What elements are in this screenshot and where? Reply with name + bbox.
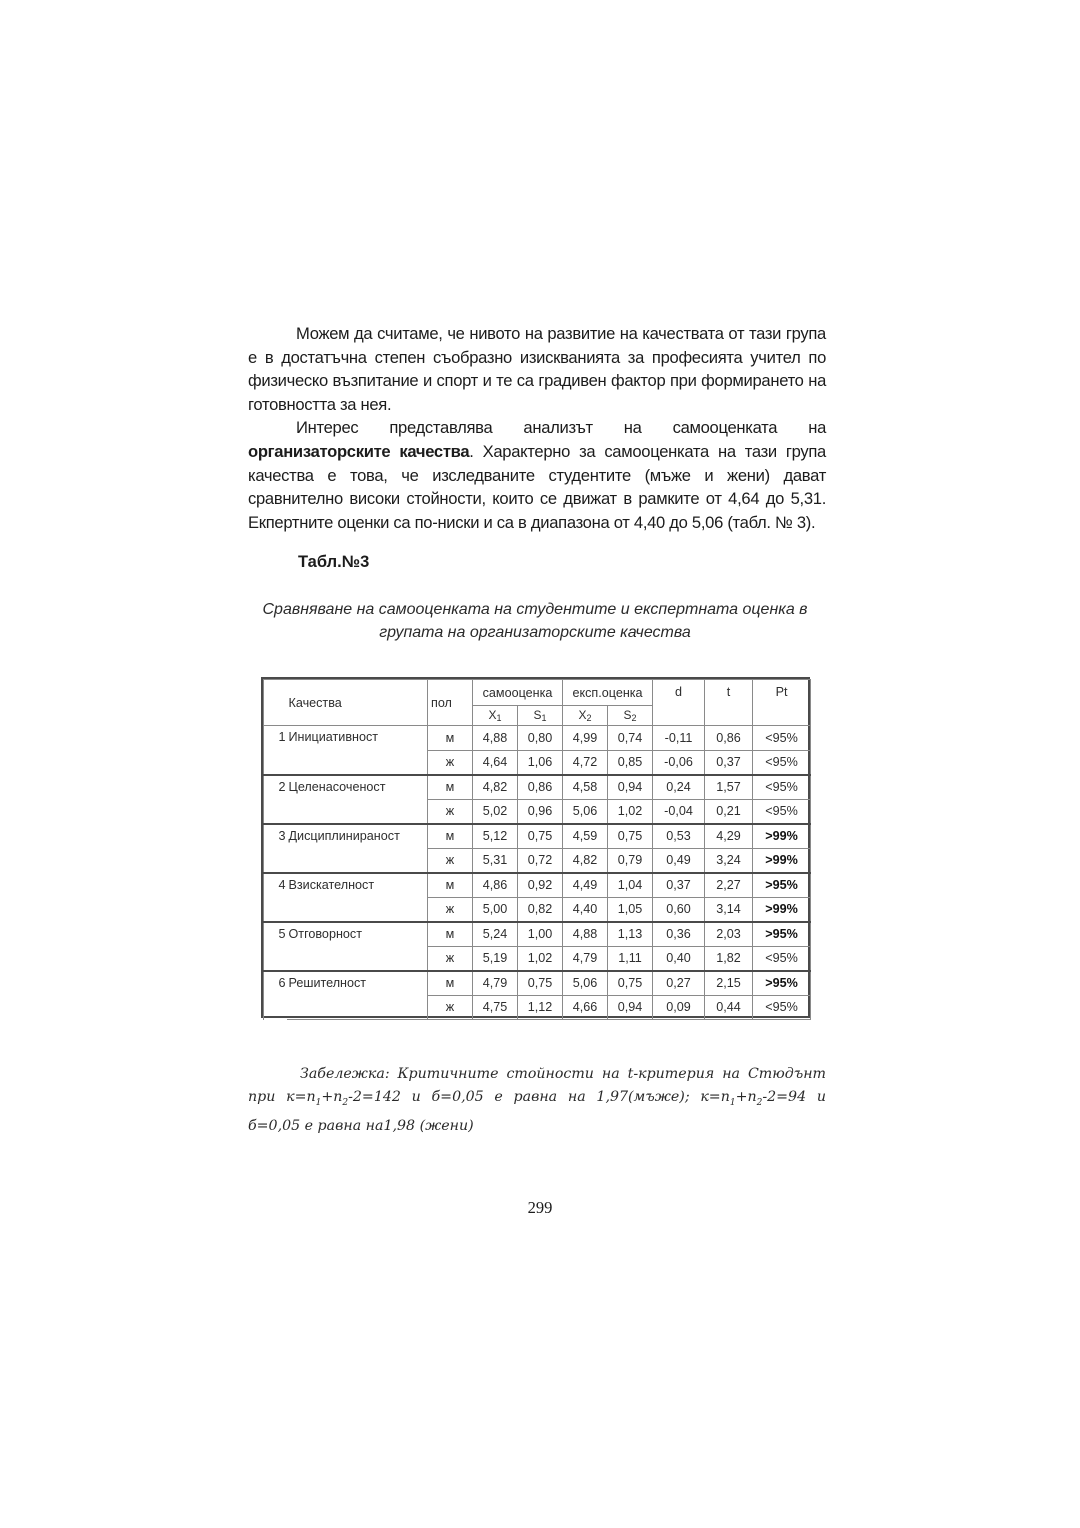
- s2-cell: 0,85: [608, 750, 653, 775]
- table-row: [264, 922, 811, 947]
- x2-cell: 4,82: [563, 848, 608, 873]
- pt-cell: >95%: [753, 971, 811, 996]
- t-cell: 3,14: [705, 897, 753, 922]
- x2-cell: 4,66: [563, 995, 608, 1020]
- row-index: 3: [264, 824, 287, 873]
- pt-cell: >95%: [753, 873, 811, 898]
- x2-cell: 4,49: [563, 873, 608, 898]
- page-number: 299: [527, 1198, 553, 1217]
- sex-header: пол: [428, 680, 473, 726]
- x1-cell: 5,00: [473, 897, 518, 922]
- quality-name: Взискателност: [287, 873, 428, 922]
- table-row: [264, 775, 811, 800]
- t-cell: 1,82: [705, 946, 753, 971]
- s1-cell: 1,00: [518, 922, 563, 947]
- sex-cell: ж: [428, 750, 473, 775]
- x2-cell: 4,59: [563, 824, 608, 849]
- sex-cell: м: [428, 824, 473, 849]
- sex-cell: ж: [428, 897, 473, 922]
- t-cell: 4,29: [705, 824, 753, 849]
- s2-cell: 0,79: [608, 848, 653, 873]
- t-cell: 0,44: [705, 995, 753, 1020]
- s2-cell: 1,02: [608, 799, 653, 824]
- x2-cell: 4,72: [563, 750, 608, 775]
- x1-cell: 5,12: [473, 824, 518, 849]
- table-row: [264, 971, 811, 996]
- paragraph-2-end: . Характерно за самооценката на тази група качества е това, че изследваните студентите (мъже и жени) дават сравнително високи стойности, които се движат в рамките от 4,64 до 5,31. Екпертните оценки са по-ниски и са в диапазона от 4,40 до 5,06 (табл. № 3).: [248, 441, 826, 532]
- t-cell: 2,15: [705, 971, 753, 996]
- sex-cell: ж: [428, 799, 473, 824]
- s1-cell: 0,72: [518, 848, 563, 873]
- x2-cell: 4,79: [563, 946, 608, 971]
- x1-cell: 4,79: [473, 971, 518, 996]
- d-cell: 0,49: [653, 848, 705, 873]
- s2-cell: 0,74: [608, 726, 653, 751]
- d-cell: 0,40: [653, 946, 705, 971]
- d-cell: 0,53: [653, 824, 705, 849]
- d-cell: 0,60: [653, 897, 705, 922]
- x1-cell: 4,82: [473, 775, 518, 800]
- d-cell: 0,37: [653, 873, 705, 898]
- t-header: t: [705, 680, 753, 726]
- pt-cell: >95%: [753, 922, 811, 947]
- comparison-table: [263, 679, 811, 1020]
- x1-cell: 5,02: [473, 799, 518, 824]
- sex-cell: м: [428, 775, 473, 800]
- sex-cell: м: [428, 971, 473, 996]
- s2-header: $S_2$: [608, 706, 653, 726]
- x2-cell: 4,58: [563, 775, 608, 800]
- paragraph-2-bold: организаторските качества: [248, 441, 470, 461]
- t-cell: 2,03: [705, 922, 753, 947]
- expert-header: експ.оценка: [563, 680, 653, 706]
- note-text: Забележка: Критичните стойности на t-критерия на Стюдънт при $к=n_1+n_2-2=142$ и б=0,05 е равна на 1,97(мъже); $к=n_1+n_2-2=94$ и б=0,05 е равна на1,98 (жени): [248, 1066, 826, 1134]
- x1-cell: 4,86: [473, 873, 518, 898]
- s1-cell: 0,96: [518, 799, 563, 824]
- s1-cell: 0,92: [518, 873, 563, 898]
- quality-name: Целенасоченост: [287, 775, 428, 824]
- table-row: [264, 873, 811, 898]
- row-index: 2: [264, 775, 287, 824]
- s1-header: $S_1$: [518, 706, 563, 726]
- t-cell: 2,27: [705, 873, 753, 898]
- x1-cell: 5,24: [473, 922, 518, 947]
- d-cell: 0,36: [653, 922, 705, 947]
- row-index: 1: [264, 726, 287, 775]
- s1-cell: 0,75: [518, 971, 563, 996]
- quality-name: Решителност: [287, 971, 428, 1020]
- pt-cell: >99%: [753, 897, 811, 922]
- paragraph-2: [248, 416, 826, 534]
- quality-name: Инициативност: [287, 726, 428, 775]
- d-cell: 0,24: [653, 775, 705, 800]
- x1-cell: 5,19: [473, 946, 518, 971]
- quality-header: Качества: [287, 680, 428, 726]
- s1-cell: 1,02: [518, 946, 563, 971]
- s2-cell: 0,94: [608, 995, 653, 1020]
- sex-cell: ж: [428, 946, 473, 971]
- t-cell: 0,21: [705, 799, 753, 824]
- t-cell: 1,57: [705, 775, 753, 800]
- t-cell: 0,86: [705, 726, 753, 751]
- sex-cell: ж: [428, 995, 473, 1020]
- s2-cell: 0,75: [608, 824, 653, 849]
- x1-cell: 4,88: [473, 726, 518, 751]
- d-cell: 0,09: [653, 995, 705, 1020]
- pt-cell: <95%: [753, 726, 811, 751]
- s2-cell: 0,94: [608, 775, 653, 800]
- x1-header: $X_1$: [473, 706, 518, 726]
- sex-cell: м: [428, 873, 473, 898]
- x2-cell: 4,88: [563, 922, 608, 947]
- quality-name: Дисциплинираност: [287, 824, 428, 873]
- table-note: [248, 1063, 826, 1138]
- x1-cell: 5,31: [473, 848, 518, 873]
- s1-cell: 0,82: [518, 897, 563, 922]
- x2-header: $X_2$: [563, 706, 608, 726]
- index-header: [264, 680, 287, 726]
- x2-cell: 4,99: [563, 726, 608, 751]
- pt-cell: <95%: [753, 995, 811, 1020]
- s2-cell: 1,13: [608, 922, 653, 947]
- row-index: 6: [264, 971, 287, 1020]
- sex-cell: м: [428, 726, 473, 751]
- d-cell: -0,11: [653, 726, 705, 751]
- self-header: самооценка: [473, 680, 563, 706]
- s1-cell: 0,80: [518, 726, 563, 751]
- pt-cell: >99%: [753, 824, 811, 849]
- pt-cell: <95%: [753, 946, 811, 971]
- s1-cell: 0,86: [518, 775, 563, 800]
- x2-cell: 5,06: [563, 971, 608, 996]
- x2-cell: 5,06: [563, 799, 608, 824]
- data-table: [261, 677, 810, 1018]
- sex-cell: м: [428, 922, 473, 947]
- d-header: d: [653, 680, 705, 726]
- t-cell: 3,24: [705, 848, 753, 873]
- sex-cell: ж: [428, 848, 473, 873]
- header-row: [264, 680, 811, 706]
- paragraph-1: Можем да считаме, че нивото на развитие на качествата от тази група е в достатъчна степен съобразно изискванията за професията учител по физическо възпитание и спорт и те са градивен фактор при формирането на готовността за нея.: [248, 324, 826, 414]
- d-cell: -0,06: [653, 750, 705, 775]
- s2-cell: 0,75: [608, 971, 653, 996]
- table-label: Табл.№3: [298, 553, 370, 571]
- t-cell: 0,37: [705, 750, 753, 775]
- row-index: 5: [264, 922, 287, 971]
- row-index: 4: [264, 873, 287, 922]
- d-cell: 0,27: [653, 971, 705, 996]
- d-cell: -0,04: [653, 799, 705, 824]
- paragraph-2-start: Интерес представлява анализът на самооценката на: [296, 418, 826, 438]
- x1-cell: 4,75: [473, 995, 518, 1020]
- pt-cell: >99%: [753, 848, 811, 873]
- s2-cell: 1,04: [608, 873, 653, 898]
- s1-cell: 1,06: [518, 750, 563, 775]
- body-text: [248, 322, 826, 534]
- pt-cell: <95%: [753, 799, 811, 824]
- pt-header: Pt: [753, 680, 811, 726]
- table-row: [264, 726, 811, 751]
- s2-cell: 1,11: [608, 946, 653, 971]
- x1-cell: 4,64: [473, 750, 518, 775]
- table-caption: Сравняване на самооценката на студентите и експертната оценка в групата на организаторските качества: [262, 601, 808, 641]
- pt-cell: <95%: [753, 750, 811, 775]
- s1-cell: 0,75: [518, 824, 563, 849]
- s1-cell: 1,12: [518, 995, 563, 1020]
- s2-cell: 1,05: [608, 897, 653, 922]
- pt-cell: <95%: [753, 775, 811, 800]
- table-body: [264, 726, 811, 1020]
- table-row: [264, 824, 811, 849]
- quality-name: Отговорност: [287, 922, 428, 971]
- x2-cell: 4,40: [563, 897, 608, 922]
